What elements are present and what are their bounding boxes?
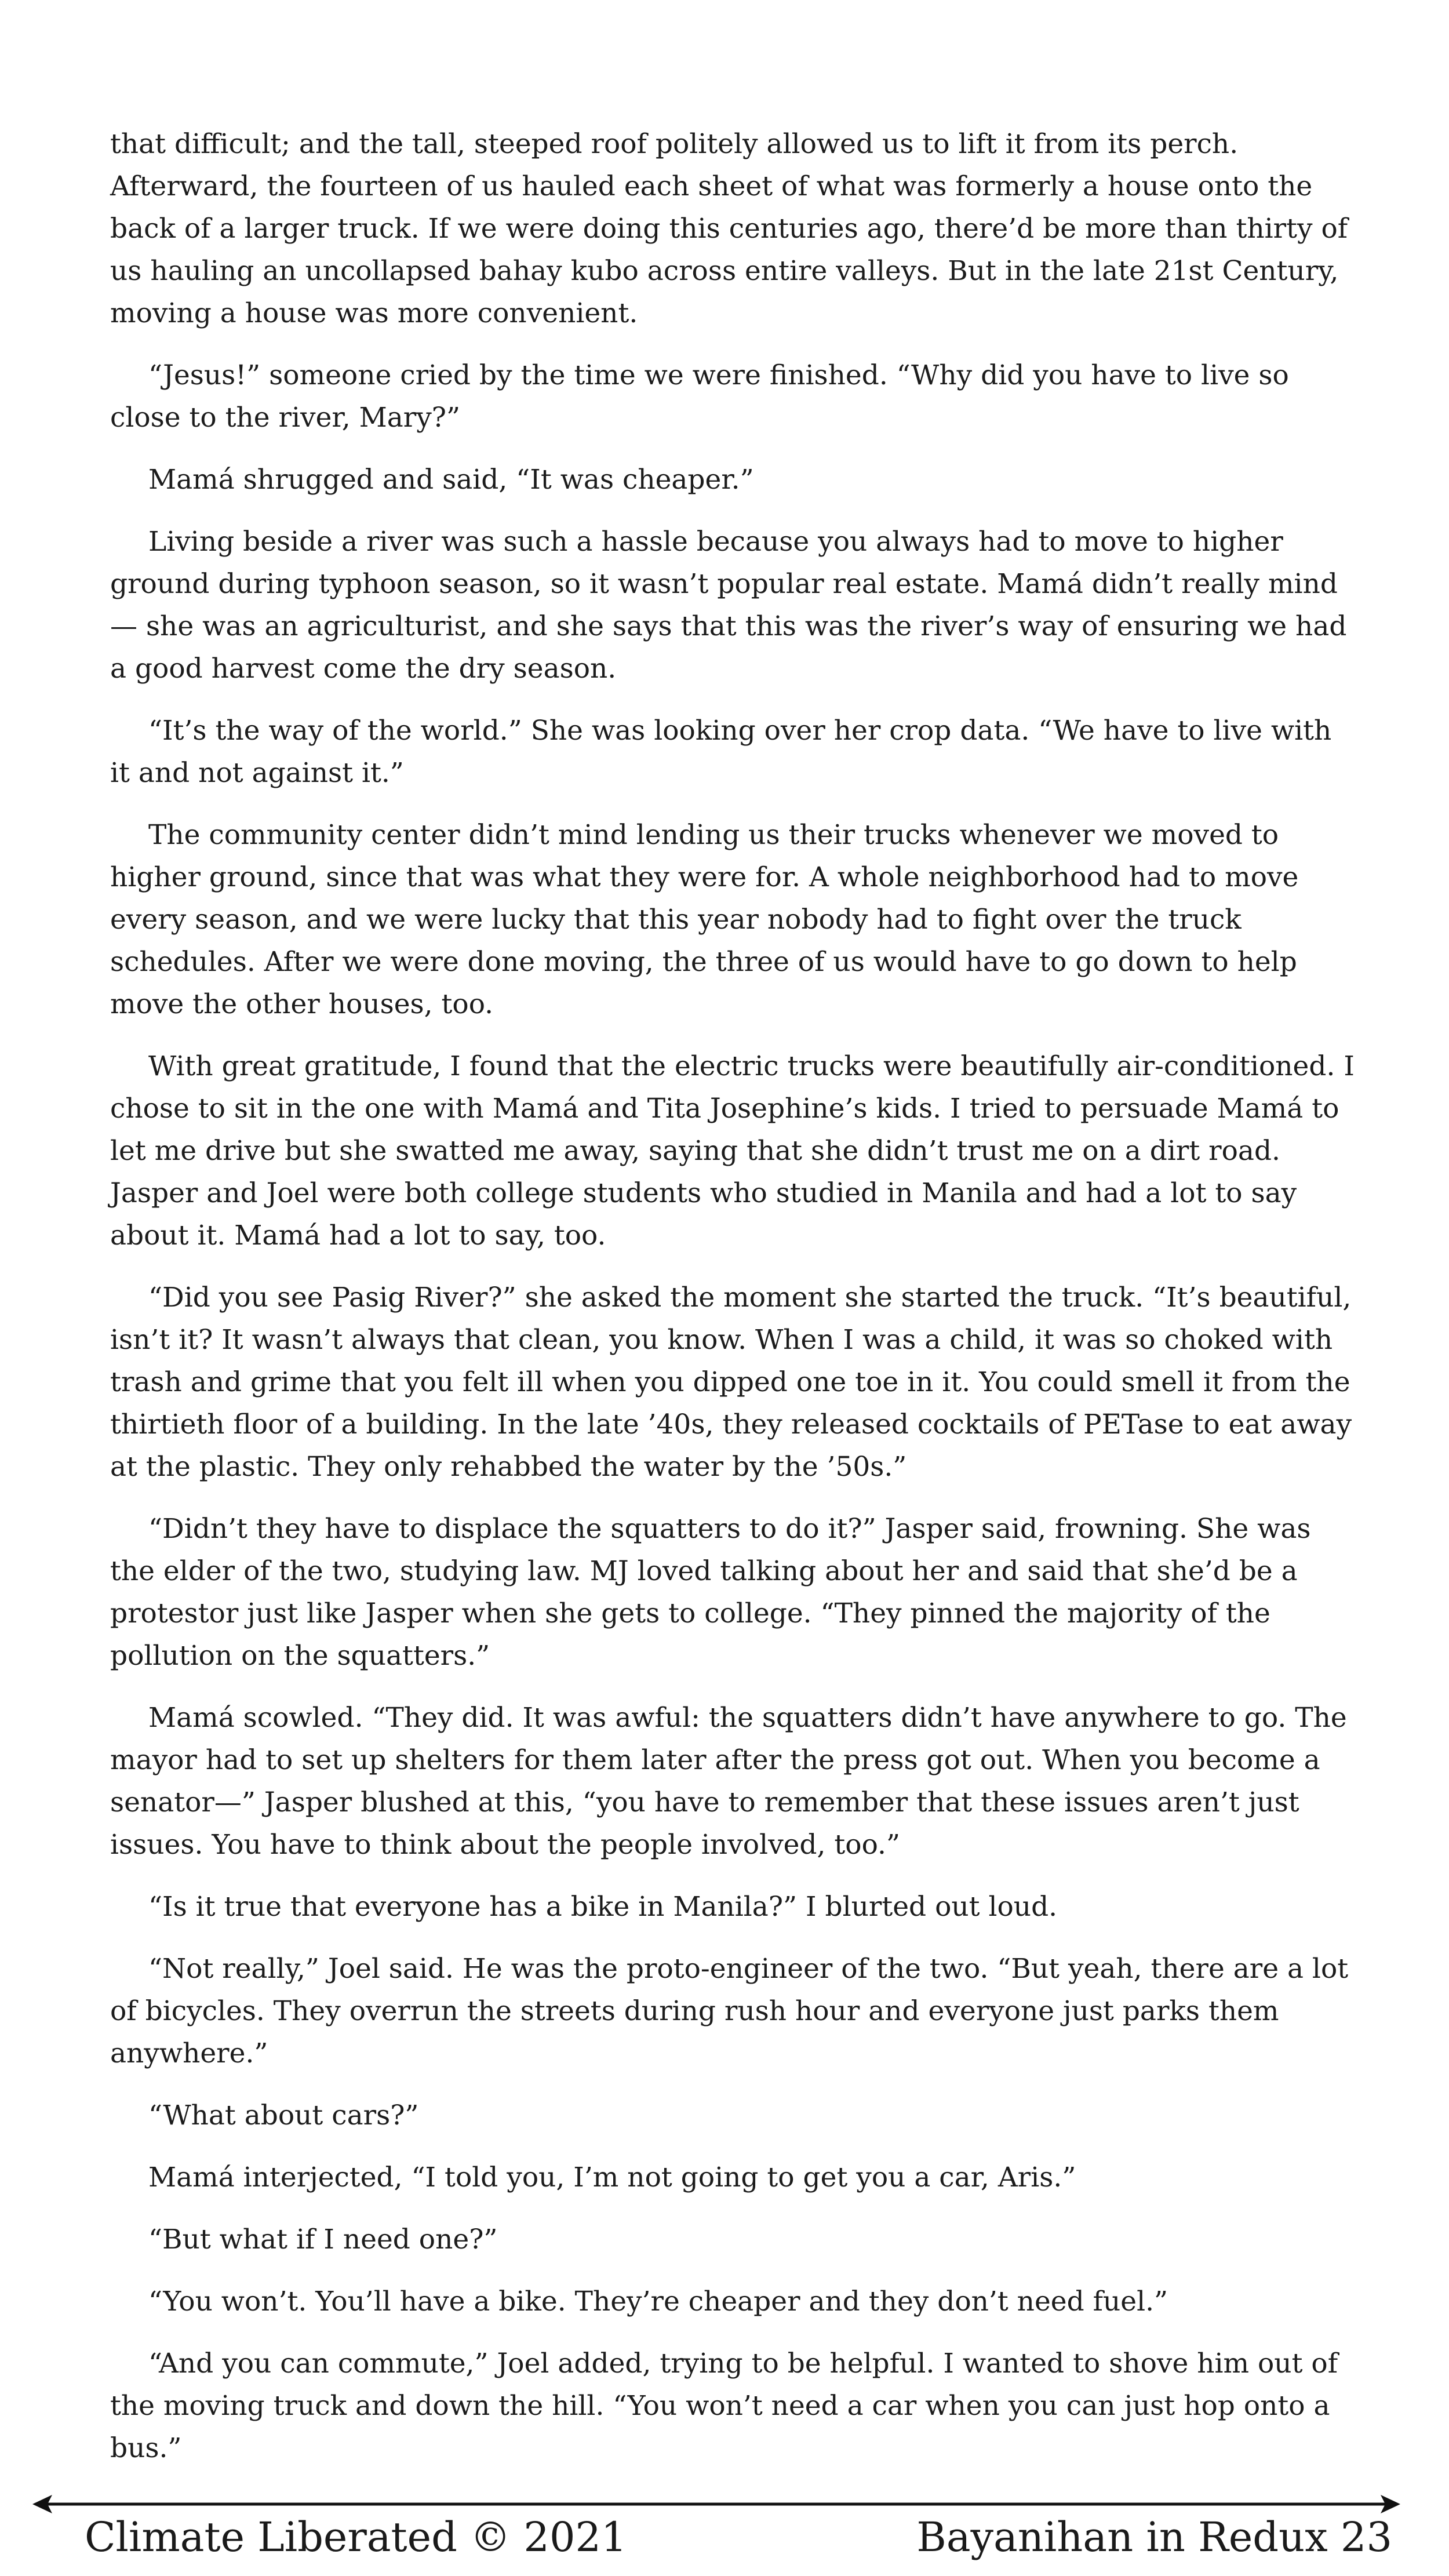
paragraph: “It’s the way of the world.” She was looking over her crop data. “We have to live with it and not against it.”	[110, 715, 1332, 789]
paragraph: “Not really,” Joel said. He was the proto-engineer of the two. “But yeah, there are a lot of bicycles. They overrun the streets during rush hour and everyone just parks them anywhere.”	[110, 1953, 1349, 2069]
footer-right-text: Bayanihan in Redux 23	[916, 2513, 1392, 2561]
footer-left-text: Climate Liberated © 2021	[85, 2513, 627, 2561]
paragraph: “Didn’t they have to displace the squatters to do it?” Jasper said, frowning. She was the elder of the two, studying law. MJ loved talking about her and said that she’d be a protestor just like Jasper when she gets to college. “They pinned the majority of the pollution on the squatters.”	[110, 1513, 1311, 1672]
paragraph: “Jesus!” someone cried by the time we were finished. “Why did you have to live so close to the river, Mary?”	[110, 359, 1289, 434]
paragraph: Mamá interjected, “I told you, I’m not going to get you a car, Aris.”	[148, 2162, 1076, 2193]
paragraph: “Did you see Pasig River?” she asked the moment she started the truck. “It’s beautiful, isn’t it? It wasn’t always that clean, you know. When I was a child, it was so choked with trash and grime that you felt ill when you dipped one toe in it. You could smell it from the thirtieth floor of a building. In the late ’40s, they released cocktails of PETase to eat away at the plastic. They only rehabbed the water by the ’50s.”	[110, 1282, 1352, 1483]
paragraph: that difficult; and the tall, steeped roof politely allowed us to lift it from its perch. Afterward, the fourteen of us hauled each sheet of what was formerly a house onto the back of a larger truck. If we were doing this centuries ago, there’d be more than thirty of us hauling an uncollapsed bahay kubo across entire valleys. But in the late 21st Century, moving a house was more convenient.	[110, 128, 1348, 329]
paragraph: Living beside a river was such a hassle because you always had to move to higher ground during typhoon season, so it wasn’t popular real estate. Mamá didn’t really mind— she was an agriculturist, and she says that this was the river’s way of ensuring we had a good harvest come the dry season.	[110, 526, 1347, 685]
paragraph: With great gratitude, I found that the electric trucks were beautifully air-conditioned. I chose to sit in the one with Mamá and Tita Josephine’s kids. I tried to persuade Mamá to let me drive but she swatted me away, saying that she didn’t trust me on a dirt road. Jasper and Joel were both college students who studied in Manila and had a lot to say about it. Mamá had a lot to say, too.	[110, 1050, 1355, 1251]
paragraph: Mamá shrugged and said, “It was cheaper.”	[148, 464, 754, 496]
paragraph: “But what if I need one?”	[148, 2224, 498, 2255]
paragraph: Mamá scowled. “They did. It was awful: the squatters didn’t have anywhere to go. The mayor had to set up shelters for them later after the press got out. When you become a senator—” Jasper blushed at this, “you have to remember that these issues aren’t just issues. You have to think about the people involved, too.”	[110, 1702, 1347, 1861]
paragraph: “And you can commute,” Joel added, trying to be helpful. I wanted to shove him out of the moving truck and down the hill. “You won’t need a car when you can just hop onto a bus.”	[110, 2348, 1338, 2464]
paragraph: “Is it true that everyone has a bike in Manila?” I blurted out loud.	[148, 1891, 1058, 1923]
paragraph: “You won’t. You’ll have a bike. They’re cheaper and they don’t need fuel.”	[148, 2286, 1168, 2317]
page-body	[110, 123, 1356, 2489]
paragraph: “What about cars?”	[148, 2100, 419, 2131]
paragraph: The community center didn’t mind lending us their trucks whenever we moved to higher ground, since that was what they were for. A whole neighborhood had to move every season, and we were lucky that this year nobody had to fight over the truck schedules. After we were done moving, the three of us would have to go down to help move the other houses, too.	[110, 819, 1299, 1020]
